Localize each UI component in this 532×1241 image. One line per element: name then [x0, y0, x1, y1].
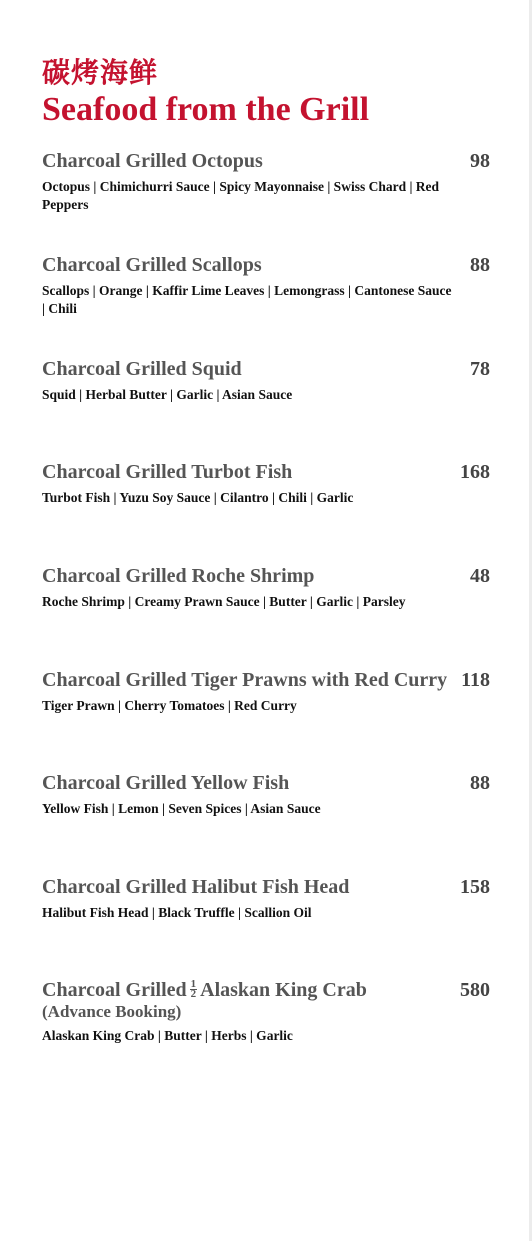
item-price: 88: [470, 772, 490, 794]
item-name: Charcoal Grilled Turbot Fish: [42, 461, 293, 483]
fraction-denominator: 2: [190, 987, 197, 1000]
item-name-prefix: Charcoal Grilled: [42, 979, 187, 1001]
item-price: 158: [460, 876, 490, 898]
item-price: 580: [460, 979, 490, 1001]
item-name: Charcoal Grilled Squid: [42, 358, 242, 380]
section-title-chinese: 碳烤海鲜: [42, 56, 159, 89]
item-name: Charcoal Grilled Octopus: [42, 150, 263, 172]
item-description: Tiger Prawn | Cherry Tomatoes | Red Curry: [42, 698, 297, 713]
item-price: 48: [470, 565, 490, 587]
item-price: 88: [470, 254, 490, 276]
item-description: Squid | Herbal Butter | Garlic | Asian Sauce: [42, 387, 293, 402]
menu-item-scallops: [42, 253, 490, 318]
menu-item-halibut: [42, 875, 490, 922]
menu-item-roche-shrimp: [42, 564, 490, 611]
item-name: Charcoal Grilled Roche Shrimp: [42, 565, 315, 587]
menu-item-squid: [42, 357, 490, 404]
item-description: Roche Shrimp | Creamy Prawn Sauce | Butter | Garlic | Parsley: [42, 594, 406, 609]
fraction-half: [190, 977, 198, 1000]
item-price: 78: [470, 358, 490, 380]
item-description: Yellow Fish | Lemon | Seven Spices | Asian Sauce: [42, 801, 321, 816]
item-description: Scallops | Orange | Kaffir Lime Leaves | Lemongrass | Cantonese Sauce | Chili: [42, 283, 452, 316]
item-name: Charcoal Grilled Halibut Fish Head: [42, 876, 350, 898]
item-note: (Advance Booking): [42, 1002, 182, 1021]
item-price: 98: [470, 150, 490, 172]
menu-item-tiger-prawns: [42, 668, 490, 715]
item-description: Octopus | Chimichurri Sauce | Spicy Mayonnaise | Swiss Chard | Red Peppers: [42, 179, 440, 212]
section-title-english: Seafood from the Grill: [42, 91, 370, 128]
item-name-suffix: Alaskan King Crab: [200, 979, 367, 1001]
item-description: Alaskan King Crab | Butter | Herbs | Garlic: [42, 1028, 293, 1043]
menu-item-turbot: [42, 460, 490, 507]
item-name: Charcoal Grilled Scallops: [42, 254, 262, 276]
item-name: [42, 978, 490, 1002]
menu-item-octopus: [42, 149, 490, 214]
item-name: Charcoal Grilled Tiger Prawns with Red Curry: [42, 669, 448, 691]
item-description: Turbot Fish | Yuzu Soy Sauce | Cilantro | Chili | Garlic: [42, 490, 354, 505]
item-name: Charcoal Grilled Yellow Fish: [42, 772, 290, 794]
fraction-numerator: 1: [190, 977, 197, 990]
item-price: 168: [460, 461, 490, 483]
menu-item-yellow-fish: [42, 771, 490, 818]
item-price: 118: [461, 669, 490, 691]
menu-item-king-crab: [42, 978, 490, 1045]
item-description: Halibut Fish Head | Black Truffle | Scallion Oil: [42, 905, 312, 920]
